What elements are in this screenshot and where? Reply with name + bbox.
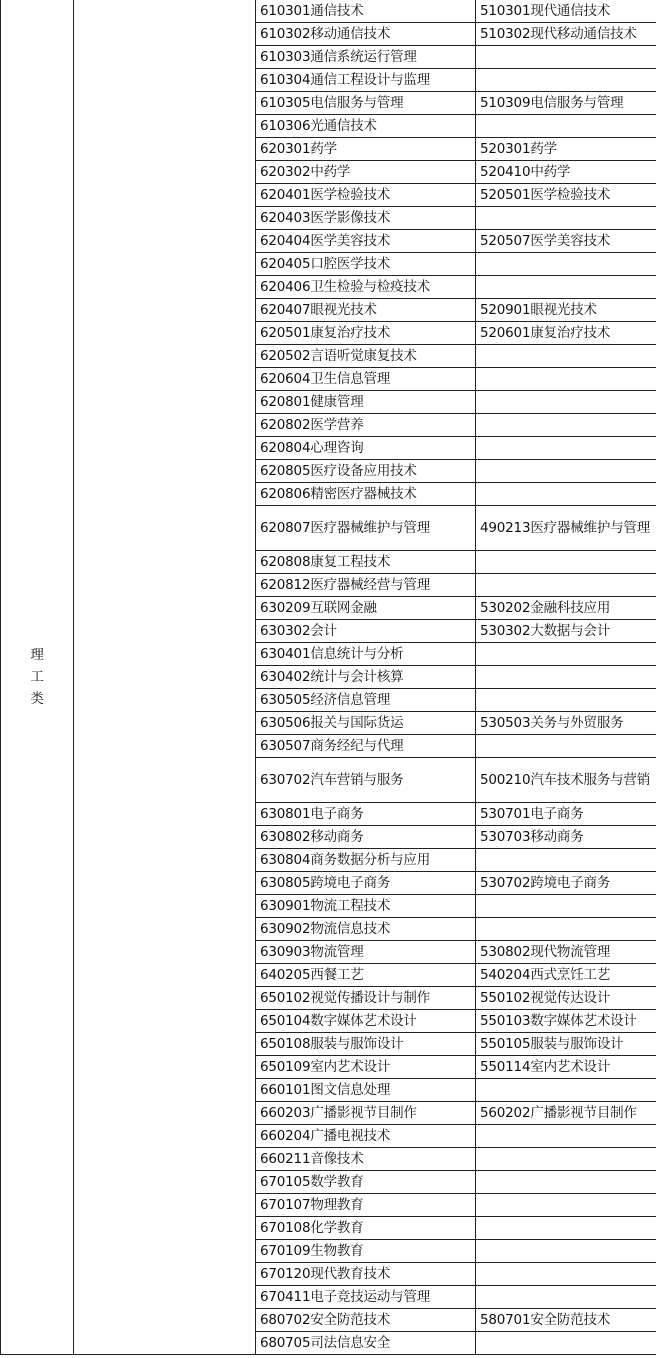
old-major-cell: 620406卫生检验与检疫技术 — [256, 276, 476, 299]
old-major-cell: 610301通信技术 — [256, 0, 476, 23]
old-major-cell: 620407眼视光技术 — [256, 299, 476, 322]
new-major-cell — [476, 69, 656, 92]
old-major-cell: 610303通信系统运行管理 — [256, 46, 476, 69]
new-major-cell: 550105服装与服饰设计 — [476, 1033, 656, 1056]
old-major-cell: 630302会计 — [256, 620, 476, 643]
old-major-cell: 630702汽车营销与服务 — [256, 758, 476, 803]
new-major-cell: 510302现代移动通信技术 — [476, 23, 656, 46]
old-major-cell: 630804商务数据分析与应用 — [256, 849, 476, 872]
new-major-cell — [476, 115, 656, 138]
old-major-cell: 630901物流工程技术 — [256, 895, 476, 918]
new-major-cell — [476, 666, 656, 689]
old-major-cell: 620802医学营养 — [256, 414, 476, 437]
old-major-cell: 650104数字媒体艺术设计 — [256, 1010, 476, 1033]
new-major-cell: 510309电信服务与管理 — [476, 92, 656, 115]
old-major-cell: 620401医学检验技术 — [256, 184, 476, 207]
old-major-cell: 620403医学影像技术 — [256, 207, 476, 230]
new-major-cell — [476, 276, 656, 299]
old-major-cell: 630401信息统计与分析 — [256, 643, 476, 666]
new-major-cell: 530702跨境电子商务 — [476, 872, 656, 895]
new-major-cell — [476, 1263, 656, 1286]
new-major-cell — [476, 1171, 656, 1194]
old-major-cell: 660204广播电视技术 — [256, 1125, 476, 1148]
new-major-cell — [476, 689, 656, 712]
new-major-cell — [476, 918, 656, 941]
new-major-cell: 520501医学检验技术 — [476, 184, 656, 207]
new-major-cell — [476, 46, 656, 69]
new-major-cell — [476, 735, 656, 758]
old-major-cell: 630903物流管理 — [256, 941, 476, 964]
new-major-cell: 560202广播影视节目制作 — [476, 1102, 656, 1125]
new-major-cell — [476, 1240, 656, 1263]
new-major-cell: 550114室内艺术设计 — [476, 1056, 656, 1079]
table-row — [1, 0, 656, 23]
old-major-cell: 630402统计与会计核算 — [256, 666, 476, 689]
new-major-cell — [476, 414, 656, 437]
old-major-cell: 630505经济信息管理 — [256, 689, 476, 712]
old-major-cell: 620501康复治疗技术 — [256, 322, 476, 345]
new-major-cell: 550102视觉传达设计 — [476, 987, 656, 1010]
old-major-cell: 670109生物教育 — [256, 1240, 476, 1263]
new-major-cell: 500210汽车技术服务与营销 — [476, 758, 656, 803]
new-major-cell: 550103数字媒体艺术设计 — [476, 1010, 656, 1033]
new-major-cell: 490213医疗器械维护与管理 — [476, 506, 656, 551]
new-major-cell: 530202金融科技应用 — [476, 597, 656, 620]
new-major-cell — [476, 391, 656, 414]
old-major-cell: 620805医疗设备应用技术 — [256, 460, 476, 483]
old-major-cell: 670107物理教育 — [256, 1194, 476, 1217]
old-major-cell: 630507商务经纪与代理 — [256, 735, 476, 758]
old-major-cell: 610304通信工程设计与监理 — [256, 69, 476, 92]
old-major-cell: 620807医疗器械维护与管理 — [256, 506, 476, 551]
new-major-cell — [476, 1079, 656, 1102]
new-major-cell — [476, 551, 656, 574]
new-major-cell: 530701电子商务 — [476, 803, 656, 826]
new-major-cell: 530503关务与外贸服务 — [476, 712, 656, 735]
new-major-cell — [476, 1217, 656, 1240]
old-major-cell: 640205西餐工艺 — [256, 964, 476, 987]
category-cell — [1, 0, 74, 1355]
new-major-cell — [476, 207, 656, 230]
new-major-cell — [476, 1332, 656, 1355]
old-major-cell: 660101图文信息处理 — [256, 1079, 476, 1102]
old-major-cell: 670108化学教育 — [256, 1217, 476, 1240]
new-major-cell: 520901眼视光技术 — [476, 299, 656, 322]
old-major-cell: 610306光通信技术 — [256, 115, 476, 138]
old-major-cell: 660211音像技术 — [256, 1148, 476, 1171]
old-major-cell: 680702安全防范技术 — [256, 1309, 476, 1332]
new-major-cell — [476, 345, 656, 368]
old-major-cell: 660203广播影视节目制作 — [256, 1102, 476, 1125]
new-major-cell — [476, 437, 656, 460]
old-major-cell: 620801健康管理 — [256, 391, 476, 414]
new-major-cell — [476, 1125, 656, 1148]
new-major-cell — [476, 460, 656, 483]
old-major-cell: 630801电子商务 — [256, 803, 476, 826]
old-major-cell: 620301药学 — [256, 138, 476, 161]
old-major-cell: 670105数学教育 — [256, 1171, 476, 1194]
old-major-cell: 620804心理咨询 — [256, 437, 476, 460]
old-major-cell: 610302移动通信技术 — [256, 23, 476, 46]
old-major-cell: 620808康复工程技术 — [256, 551, 476, 574]
new-major-cell — [476, 1148, 656, 1171]
old-major-cell: 620405口腔医学技术 — [256, 253, 476, 276]
old-major-cell: 650102视觉传播设计与制作 — [256, 987, 476, 1010]
old-major-cell: 650108服装与服饰设计 — [256, 1033, 476, 1056]
old-major-cell: 630209互联网金融 — [256, 597, 476, 620]
old-major-cell: 630805跨境电子商务 — [256, 872, 476, 895]
new-major-cell: 530302大数据与会计 — [476, 620, 656, 643]
old-major-cell: 650109室内艺术设计 — [256, 1056, 476, 1079]
table-body — [1, 0, 656, 1355]
new-major-cell: 510301现代通信技术 — [476, 0, 656, 23]
new-major-cell: 520410中药学 — [476, 161, 656, 184]
old-major-cell: 620812医疗器械经营与管理 — [256, 574, 476, 597]
old-major-cell: 610305电信服务与管理 — [256, 92, 476, 115]
new-major-cell: 520601康复治疗技术 — [476, 322, 656, 345]
old-major-cell: 620502言语听觉康复技术 — [256, 345, 476, 368]
old-major-cell: 620404医学美容技术 — [256, 230, 476, 253]
new-major-cell: 530802现代物流管理 — [476, 941, 656, 964]
old-major-cell: 630902物流信息技术 — [256, 918, 476, 941]
new-major-cell — [476, 483, 656, 506]
new-major-cell: 580701安全防范技术 — [476, 1309, 656, 1332]
old-major-cell: 630802移动商务 — [256, 826, 476, 849]
new-major-cell — [476, 849, 656, 872]
old-major-cell: 620604卫生信息管理 — [256, 368, 476, 391]
old-major-cell: 670120现代教育技术 — [256, 1263, 476, 1286]
new-major-cell — [476, 368, 656, 391]
new-major-cell: 520301药学 — [476, 138, 656, 161]
new-major-cell — [476, 253, 656, 276]
new-major-cell — [476, 643, 656, 666]
new-major-cell: 540204西式烹饪工艺 — [476, 964, 656, 987]
new-major-cell: 530703移动商务 — [476, 826, 656, 849]
old-major-cell: 620806精密医疗器械技术 — [256, 483, 476, 506]
old-major-cell: 680705司法信息安全 — [256, 1332, 476, 1355]
new-major-cell: 520507医学美容技术 — [476, 230, 656, 253]
category-label: 理工类 — [30, 647, 44, 707]
new-major-cell — [476, 574, 656, 597]
old-major-cell: 630506报关与国际货运 — [256, 712, 476, 735]
new-major-cell — [476, 1286, 656, 1309]
new-major-cell — [476, 1194, 656, 1217]
blank-column-cell — [74, 0, 256, 1355]
old-major-cell: 620302中药学 — [256, 161, 476, 184]
old-major-cell: 670411电子竞技运动与管理 — [256, 1286, 476, 1309]
new-major-cell — [476, 895, 656, 918]
